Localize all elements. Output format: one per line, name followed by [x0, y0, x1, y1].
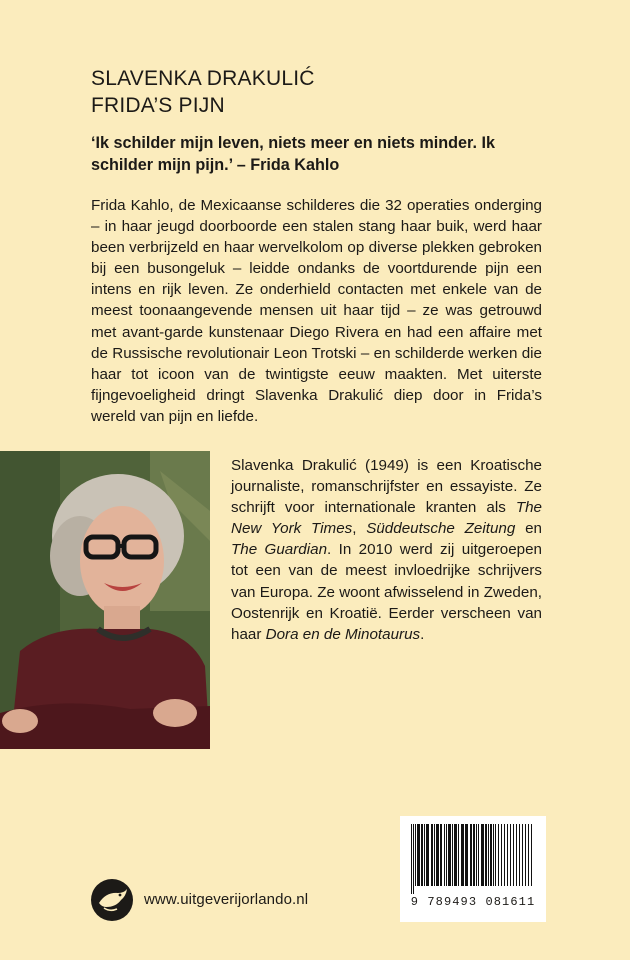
publisher-website[interactable]: www.uitgeverijorlando.nl — [144, 891, 309, 908]
barcode-bar — [454, 824, 457, 886]
publisher-bird-logo-icon — [90, 878, 134, 922]
barcode-bar — [490, 824, 492, 886]
barcode-bar — [411, 824, 412, 894]
barcode-bar — [413, 824, 414, 894]
bio-paragraph — [231, 455, 542, 645]
barcode-bar — [513, 824, 514, 886]
barcode-bar — [415, 824, 416, 886]
book-title: FRIDA’S PIJN — [91, 94, 225, 117]
epigraph-quote — [91, 132, 546, 176]
barcode-bar — [473, 824, 475, 886]
isbn-number: 9 789493 081611 — [410, 895, 536, 909]
barcode-bar — [528, 824, 529, 886]
barcode-bar — [426, 824, 429, 886]
barcode-bar — [495, 824, 496, 886]
barcode-bars — [408, 824, 538, 894]
bio-part-2: . In 2010 werd zij uitgeroepen tot een van de meest invloedrijke schrijvers van Europa. Ze woont afwisselend in Zweden, Oostenrijk en Kroatië. Eerder verscheen van haar — [231, 541, 542, 643]
barcode-bar — [444, 824, 445, 886]
author-name: SLAVENKA DRAKULIĆ — [91, 67, 315, 90]
barcode-bar — [446, 824, 447, 886]
bio-separator-2: en — [515, 520, 542, 538]
barcode-bar — [488, 824, 489, 886]
barcode-bar — [510, 824, 511, 886]
author-photo — [0, 451, 210, 749]
quote-text: ‘Ik schilder mijn leven, niets meer en niets minder. Ik schilder mijn pijn.’ – Frida Kahlo — [91, 134, 495, 174]
author-bio — [231, 455, 542, 645]
barcode-bar — [481, 824, 484, 886]
barcode-bar — [516, 824, 517, 886]
barcode-bar — [417, 824, 420, 886]
newspaper-1: The New York Times — [231, 499, 542, 538]
barcode-bar — [436, 824, 439, 886]
bio-part-3: . — [420, 625, 425, 643]
isbn-barcode — [400, 816, 546, 922]
barcode-bar — [493, 824, 494, 886]
barcode-bar — [421, 824, 423, 886]
barcode-bar — [531, 824, 532, 886]
synopsis — [91, 195, 542, 427]
newspaper-2: Süddeutsche Zeitung — [366, 520, 516, 538]
barcode-bar — [485, 824, 487, 886]
barcode-bar — [458, 824, 459, 886]
barcode-bar — [440, 824, 442, 886]
barcode-bar — [465, 824, 468, 886]
barcode-bar — [476, 824, 477, 886]
barcode-bar — [431, 824, 433, 886]
bio-separator-1: , — [352, 520, 367, 538]
barcode-bar — [478, 824, 479, 886]
barcode-bar — [461, 824, 464, 886]
barcode-bar — [519, 824, 520, 886]
barcode-bar — [522, 824, 523, 886]
barcode-bar — [470, 824, 472, 886]
barcode-bar — [424, 824, 425, 886]
barcode-bar — [498, 824, 499, 886]
barcode-bar — [525, 824, 526, 886]
synopsis-text: Frida Kahlo, de Mexicaanse schilderes die 32 operaties onderging – in haar jeugd doorboorde een stalen stang haar buik, werd haar been verbrijzeld en haar wervelkolom op diverse plekken gebroken bij een busongeluk – leidde ondanks de voortdurende pijn een intens en rijk leven. Ze onderhield contacten met enkele van de meest toonaangevende mensen uit haar tijd – ze was getrouwd met avant-garde kunstenaar Diego Rivera en had een affaire met de Russische revolutionair Leon Trotski – en schilderde werken die haar tot icoon van de twintigste eeuw maakten. Met uiterste fijngevoeligheid dringt Slavenka Drakulić diep door in Frida’s wereld van pijn en liefde. — [91, 197, 542, 425]
barcode-bar — [452, 824, 453, 886]
barcode-bar — [434, 824, 435, 886]
barcode-bar — [504, 824, 505, 886]
barcode-bar — [501, 824, 502, 886]
previous-book-title: Dora en de Minotaurus — [265, 625, 421, 643]
barcode-bar — [448, 824, 451, 886]
newspaper-3: The Guardian — [231, 541, 328, 559]
barcode-bar — [507, 824, 508, 886]
bio-part-1: Slavenka Drakulić (1949) is een Kroatische journaliste, romanschrijfster en essayiste. Ze schrijft voor internationale kranten als — [231, 457, 542, 517]
